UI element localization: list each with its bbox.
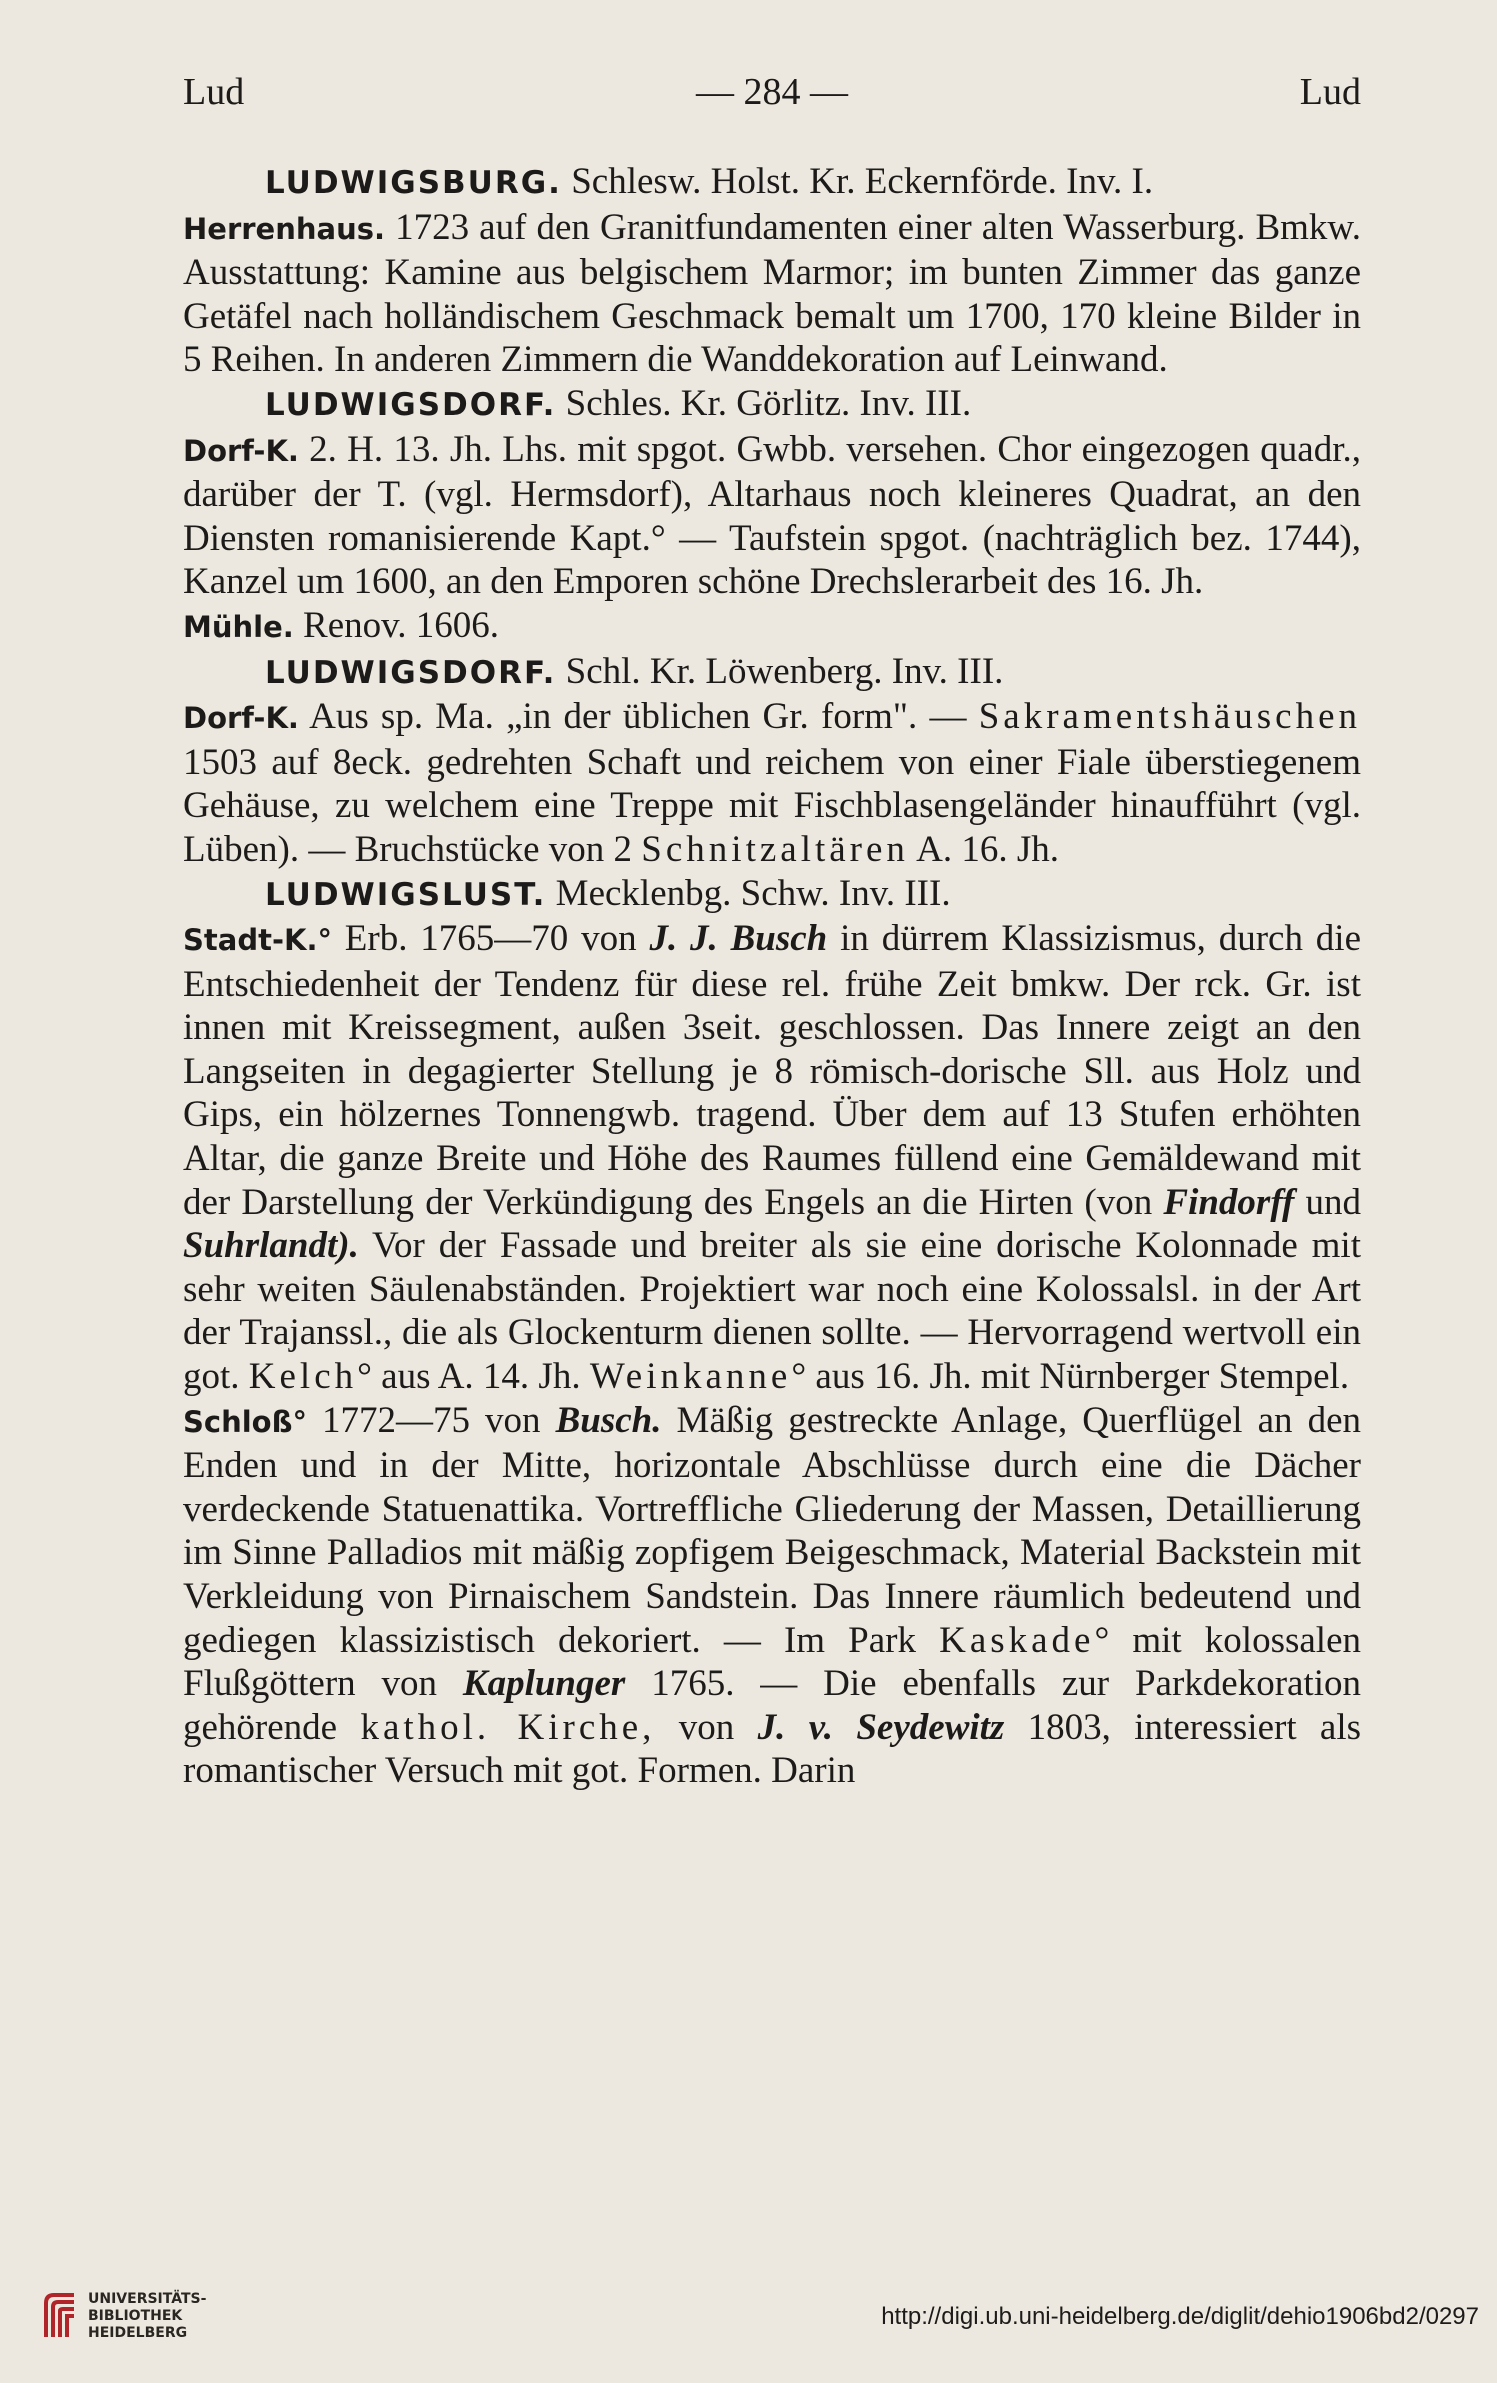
entry-location: Schlesw. Holst. Kr. Eckernförde. Inv. I. [561,161,1154,202]
artist-name: Kaplunger [462,1663,626,1705]
section-text: in dürrem Klassizismus, durch die Entschiedenheit der Tendenz für diese rel. frühe Zeit bmkw. Der rck. Gr. ist innen mit Kreissegment, außen 3seit. geschlossen. Das Innere zeigt an den Langseiten in degagierter Stellung je 8 römisch-dorische Sll. aus Holz und Gips, ein hölzernes Tonnengwb. tragend. Über dem auf 13 Stufen erhöhten Altar, die ganze Breite und Höhe des Raumes füllend eine Gemäldewand mit der Darstellung der Verkündigung des Engels an die Hirten (von [183,918,1361,1223]
source-url[interactable]: http://digi.ub.uni-heidelberg.de/diglit/dehio1906bd2/0297 [881,2303,1479,2330]
library-name-line: UNIVERSITÄTS- [88,2291,207,2307]
section-text: A. 16. Jh. [908,828,1060,870]
running-header [183,70,1361,130]
section-text: 1803, interessiert als romantischer Versuch mit got. Formen. Darin [183,1706,1362,1792]
entry-location: Schles. Kr. Görlitz. Inv. III. [556,382,972,424]
section-subhead: Stadt-K.° [183,923,332,958]
library-seal-icon [40,2289,80,2341]
entry-location: Schl. Kr. Löwenberg. Inv. III. [556,650,1004,692]
library-name-line: HEIDELBERG [88,2325,188,2341]
section-text: ° aus A. 14. Jh. [357,1356,590,1398]
library-name [88,2291,206,2342]
artist-name: J. v. Seydewitz [757,1706,1005,1748]
section-text: und [1294,1181,1361,1223]
section-text: Aus sp. Ma. „in der üblichen Gr. form". — [298,696,979,738]
header-left-keyword: Lud [183,71,245,113]
entry-ludwigslust [183,872,1361,1793]
section-text: 1723 auf den Granitfundamenten einer alten Wasserburg. Bmkw. Ausstattung: Kamine aus belgischem Marmor; im bunten Zimmer das ganze Getäfel nach holländischem Geschmack bemalt um 1700, 170 kleine Bilder in 5 Reihen. In anderen Zimmern die Wanddekoration auf Leinwand. [183,206,1361,381]
spaced-term: kathol. Kirche, [360,1706,656,1748]
section-text: 1765. — Die ebenfalls zur Parkdekoration gehörende [183,1663,1361,1748]
footer-bar [0,2285,1497,2383]
section-text: 1772—75 von [306,1399,556,1441]
section-subhead: Schloß° [183,1404,307,1439]
spaced-term: Sakramentshäuschen [978,696,1361,738]
artist-name: Findorff [1163,1181,1295,1223]
entry-ludwigsdorf-goerlitz [183,382,1361,650]
page-body [183,160,1361,1793]
section-text: ° aus 16. Jh. mit Nürnberger Stempel. [791,1356,1350,1398]
section-text: 1503 auf 8eck. gedrehten Schaft und reichem von einer Fiale überstiegenem Gehäuse, zu welchem eine Treppe mit Fischblasengeländer hinaufführt (vgl. Lüben). — Bruchstücke von 2 [183,741,1361,870]
section-text: Vor der Fassade und breiter als sie eine dorische Kolonnade mit sehr weiten Säulenabständen. Projektiert war noch eine Kolossalsl. in der Art der Trajanssl., die als Glockenturm dienen sollte. — Hervorragend wertvoll ein got. [183,1225,1361,1398]
library-logo [40,2285,340,2365]
spaced-term: Kaskade [939,1619,1095,1661]
section-subhead: Herrenhaus. [183,211,385,246]
spaced-term: Schnitzaltären [641,828,909,870]
section-text: 2. H. 13. Jh. Lhs. mit spgot. Gwbb. versehen. Chor eingezogen quadr., darüber der T. (vgl. Hermsdorf), Altarhaus noch kleineres Quadrat, an den Diensten romanisierende Kapt.° — Taufstein spgot. (nachträglich bez. 1744), Kanzel um 1600, an den Emporen schöne Drechslerarbeit des 16. Jh. [183,428,1361,603]
entry-headword: LUDWIGSLUST. [265,876,547,913]
section-text: Mäßig gestreckte Anlage, Querflügel an den Enden und in der Mitte, horizontale Abschlüsse durch eine die Dächer verdeckende Statuenattika. Vortreffliche Gliederung der Massen, Detaillierung im Sinne Palladios mit mäßig zopfigem Beigeschmack, Material Backstein mit Verkleidung von Pirnaischem Sandstein. Das Innere räumlich bedeutend und gediegen klassizistisch dekoriert. — Im Park [183,1399,1361,1661]
section-text: von [655,1706,758,1748]
entry-headword: LUDWIGSDORF. [265,386,557,423]
section-text: ° mit kolossalen Flußgöttern von [183,1619,1362,1705]
spaced-term: Weinkanne [589,1356,792,1398]
section-text: Renov. 1606. [293,604,499,646]
spaced-term: Kelch [248,1356,358,1398]
section-subhead: Dorf-K. [183,433,299,468]
entry-location: Mecklenbg. Schw. Inv. III. [546,872,951,914]
entry-ludwigsdorf-loewenberg [183,650,1361,872]
section-subhead: Mühle. [183,609,294,644]
library-name-line: BIBLIOTHEK [88,2308,183,2324]
entry-headword: LUDWIGSBURG. [265,165,562,201]
header-right-keyword: Lud [1299,71,1361,113]
entry-ludwigsburg [183,160,1361,382]
entry-headword: LUDWIGSDORF. [265,654,557,691]
page-number: — 284 — [696,71,848,113]
artist-name: Suhrlandt). [183,1225,359,1267]
section-text: Erb. 1765—70 von [331,918,650,960]
artist-name: J. J. Busch [649,918,828,960]
artist-name: Busch. [555,1399,662,1441]
section-subhead: Dorf-K. [183,701,299,736]
